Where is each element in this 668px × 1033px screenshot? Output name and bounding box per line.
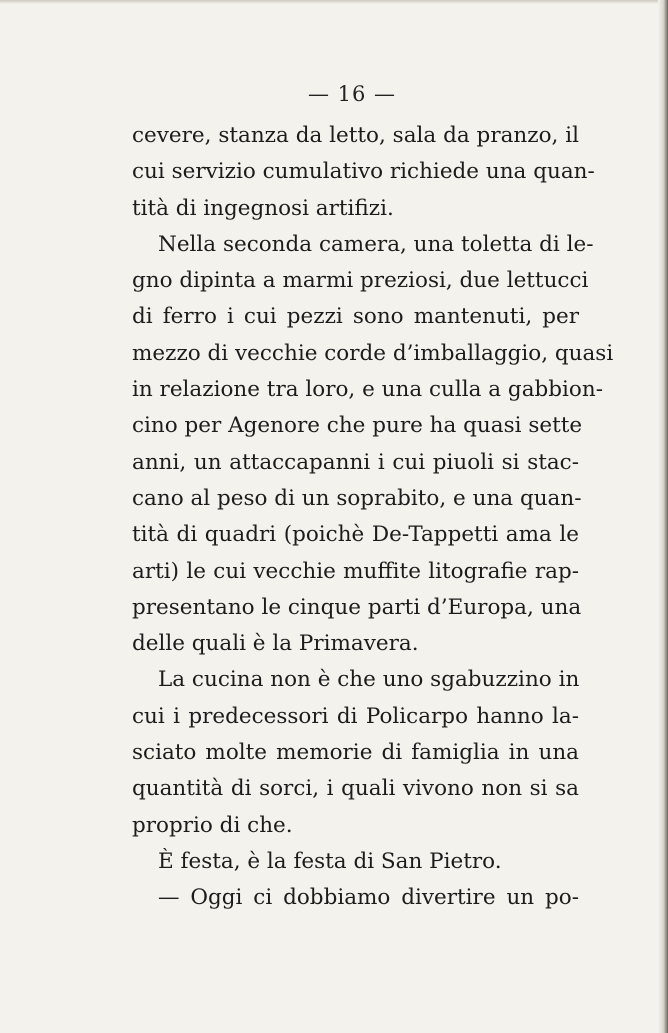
- text-line: cui i predecessori di Policarpo hanno la-: [132, 703, 579, 729]
- text-line: — Oggi ci dobbiamo divertire un po-: [158, 885, 579, 911]
- text-line: presentano le cinque parti d’Europa, una: [132, 594, 582, 620]
- text-line: tità di ingegnosi artifizi.: [132, 195, 394, 221]
- text-line: gno dipinta a marmi preziosi, due lettucci: [132, 268, 589, 294]
- text-line: delle quali è la Primavera.: [132, 631, 419, 657]
- page-top-edge: [0, 0, 668, 4]
- text-line: cevere, stanza da letto, sala da pranzo, il: [132, 123, 579, 148]
- text-line: in relazione tra loro, e una culla a gabbion-: [132, 377, 603, 403]
- text-line: cano al peso di un soprabito, e una quan-: [132, 485, 582, 511]
- text-line: È festa, è la festa di San Pietro.: [158, 848, 502, 874]
- text-line: La cucina non è che uno sgabuzzino in: [158, 667, 580, 693]
- text-line: quantità di sorci, i quali vivono non si sa: [132, 776, 579, 802]
- text-line: anni, un attaccapanni i cui piuoli si stac-: [132, 449, 579, 475]
- page-number: — 16 —: [307, 82, 397, 106]
- text-line: sciato molte memorie di famiglia in una: [132, 740, 579, 766]
- page-right-edge: [658, 0, 668, 1033]
- text-line: Nella seconda camera, una toletta di le-: [158, 231, 594, 257]
- text-line: proprio di che.: [132, 812, 293, 838]
- text-line: tità di quadri (poichè De-Tappetti ama le: [132, 522, 579, 548]
- text-line: di ferro i cui pezzi sono mantenuti, per: [132, 304, 579, 330]
- text-line: cino per Agenore che pure ha quasi sette: [132, 413, 583, 439]
- text-line: mezzo di vecchie corde d’imballaggio, quasi: [132, 340, 614, 366]
- text-line: arti) le cui vecchie muffite litografie rap-: [132, 558, 579, 584]
- body-text: [132, 118, 614, 917]
- text-line: cui servizio cumulativo richiede una quan-: [132, 159, 595, 185]
